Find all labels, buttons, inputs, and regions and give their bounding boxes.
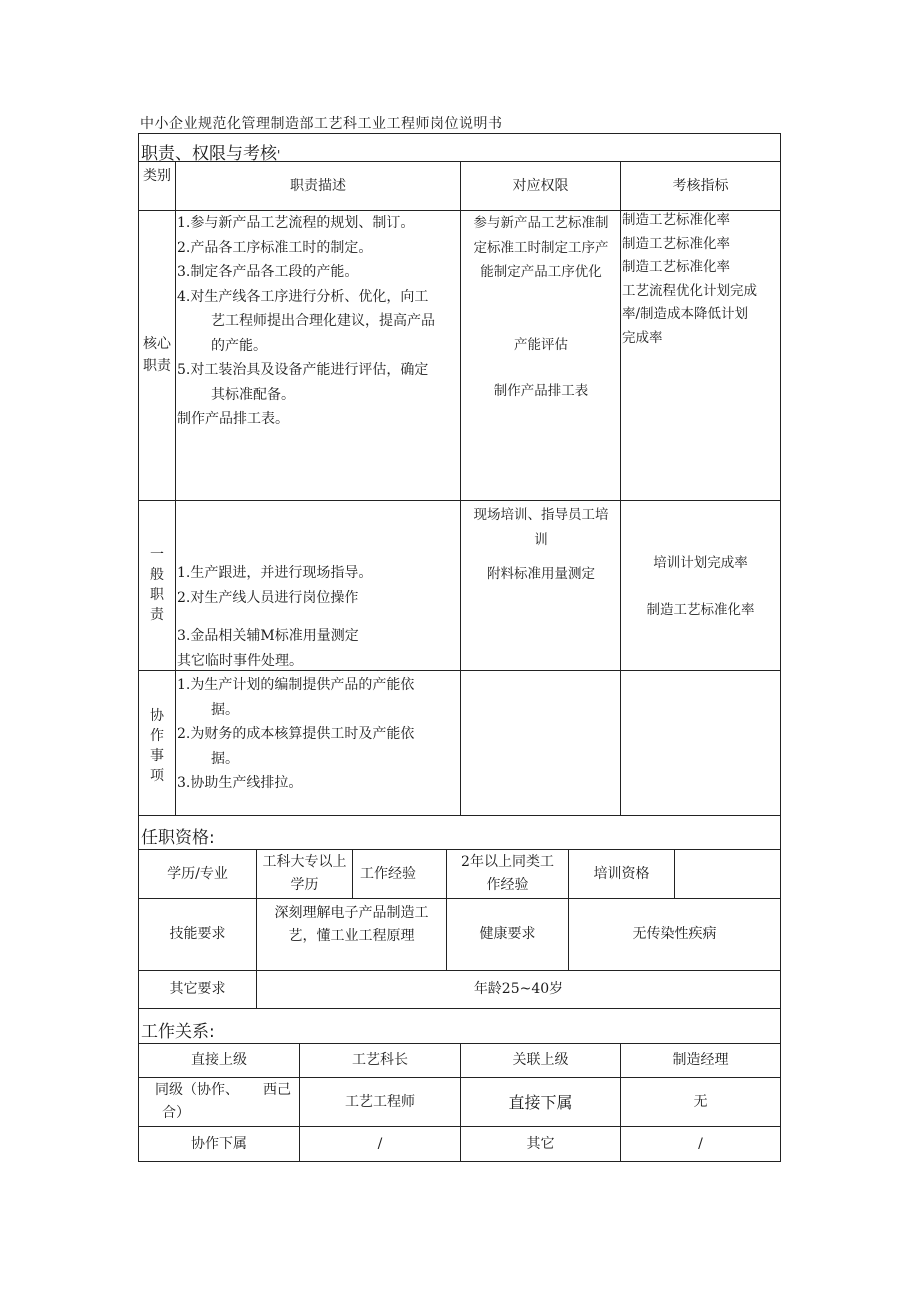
authority-line: 定标准工时制定工序产 [473,239,609,256]
authority-line: 附料标准用量测定 [487,566,595,582]
core-authority [462,211,620,404]
kpi-line: 率/制造成本降低计划 [622,306,749,322]
list-item: 2.产品各工序标准工时的制定。 [177,239,373,256]
education-label: 学历/专业 [167,865,228,882]
peer-label [139,1078,299,1126]
list-item: 的产能。 [211,337,267,354]
row-divider [138,1008,781,1009]
kpi-line: 制造工艺标准化率 [622,235,730,252]
list-item: 1.生产跟进，并进行现场指导。 [177,565,373,581]
list-item: 其标准配备。 [211,386,295,403]
experience-line: 2年以上同类工 [461,854,554,870]
kpi-line: 培训计划完成率 [653,555,748,571]
core-kpi [622,209,757,350]
header-description: 职责描述 [290,177,346,194]
label-line: 责 [150,607,164,623]
label-line: 职 [150,587,164,603]
authority-line: 训 [534,531,548,548]
peer-value: 工艺工程师 [345,1093,415,1110]
general-kpi [621,551,780,622]
health-value: 无传染性疾病 [632,926,717,942]
kpi-line: 制造工艺标准化率 [646,601,755,618]
list-item: 3.协助生产线排拉。 [177,775,303,791]
list-item: 1.为生产计划的编制提供产品的产能依 [177,677,415,693]
other-rel-label: 其它 [526,1136,555,1152]
kpi-line: 制造工艺标准化率 [622,212,730,228]
relations-section-title: 工作关系: [141,1022,215,1042]
core-duties-label [139,330,175,380]
label-line: 作 [150,728,164,744]
health-label: 健康要求 [479,926,536,942]
header-authority: 对应权限 [512,177,569,194]
related-superior-label: 关联上级 [512,1052,569,1068]
authority-line: 产能评估 [514,336,568,353]
col-divider [175,161,176,815]
education-line: 学历 [290,877,319,893]
assist-label [139,706,175,786]
list-item: 5.对工装治具及设备产能进行评估，确定 [177,362,429,378]
qualification-section-title: 任职资格: [141,828,215,848]
label-line: 职责 [143,358,171,374]
skill-line: 深刻理解电子产品制造工 [274,905,429,921]
assist-list [177,673,414,796]
peer-label-a: 同级（协作、 [155,1082,239,1098]
general-duties-list [177,561,372,673]
label-line: 般 [150,567,164,583]
list-item: 据。 [211,701,239,718]
doc-title: 中小企业规范化管理制造部工艺科工业工程师岗位说明书 [140,116,503,132]
direct-sub-label: 直接下属 [508,1092,573,1112]
other-req-value: 年龄25~40岁 [473,981,564,997]
core-duties-list [177,211,435,432]
direct-sub-value: 无 [693,1093,708,1110]
coop-sub-label: 协作下属 [191,1136,247,1152]
peer-label-c: 合） [162,1105,190,1121]
general-authority [462,503,620,587]
list-item: 3.制定各产品各工段的产能。 [177,264,359,280]
col-divider [460,161,461,815]
label-line: 项 [150,768,164,784]
duties-title-tick: ' [277,148,281,162]
coop-sub-value: / [377,1136,383,1152]
list-item: 艺工程师提出合理化建议，提高产品 [211,313,435,329]
col-divider [620,161,621,815]
kpi-line: 工艺流程优化计划完成 [622,282,757,299]
skill-line: 艺，懂工业工程原理 [288,928,415,944]
label-line: 协 [150,708,164,724]
header-kpi: 考核指标 [672,177,729,194]
direct-superior-value: 工艺科长 [352,1052,408,1068]
row-divider [138,815,781,816]
training-label: 培训资格 [593,865,650,882]
authority-line: 参与新产品工艺标准制 [473,215,609,231]
education-value [257,850,352,898]
related-superior-value: 制造经理 [672,1052,729,1068]
list-item: 3.金品相关辅M标准用量测定 [177,628,359,644]
header-category: 类别 [143,168,171,184]
duties-title-text: 职责、权限与考核 [141,144,277,164]
experience-value [447,850,568,898]
list-item: 4.对生产线各工序进行分析、优化，向工 [177,288,429,305]
peer-label-line [139,1079,299,1102]
list-item: 制作产品排工表。 [177,411,289,427]
label-line: 一 [150,547,164,563]
experience-label: 工作经验 [360,865,416,882]
authority-line: 能制定产品工序优化 [480,264,602,280]
authority-line: 制作产品排工表 [493,383,589,399]
training-value [675,850,780,898]
education-line: 工科大专以上 [262,854,347,870]
duties-section-title [141,139,280,164]
list-item: 其它临时事件处理。 [177,652,303,669]
other-req-label: 其它要求 [169,981,226,997]
list-item: 据。 [211,750,239,767]
other-rel-value: / [698,1136,703,1152]
general-duties-label [139,545,175,625]
peer-label-b: 西己 [263,1082,291,1098]
label-line: 核心 [143,336,171,352]
list-item: 2.为财务的成本核算提供工时及产能依 [177,726,415,742]
label-line: 事 [150,748,164,764]
skill-value [257,899,446,970]
list-item: 1.参与新产品工艺流程的规划、制订。 [177,215,415,231]
kpi-line: 制造工艺标准化率 [622,259,730,275]
authority-line: 现场培训、指导员工培 [473,507,609,523]
list-item: 2.对生产线人员进行岗位操作 [177,589,359,606]
skill-label: 技能要求 [169,926,226,942]
experience-line: 作经验 [486,877,529,893]
direct-superior-label: 直接上级 [191,1052,247,1068]
kpi-line: 完成率 [622,329,663,346]
